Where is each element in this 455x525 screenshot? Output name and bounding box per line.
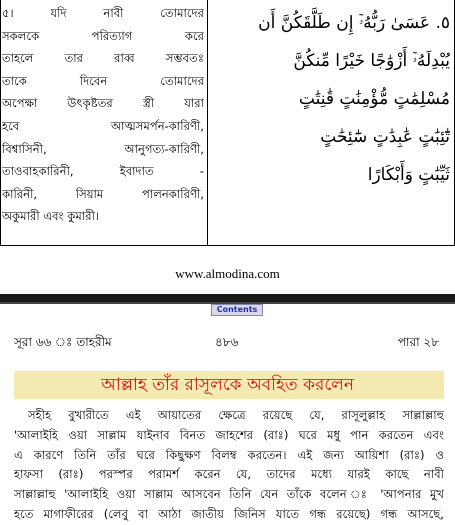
arabic-line: ثَيِّبَٰتٍ وَأَبْكَارًا	[367, 165, 450, 185]
bengali-line: সকলকে পরিত্যাগ করে	[2, 28, 204, 43]
arabic-verse	[214, 4, 450, 194]
paragraph-line: হাফসা (রাঃ) পরস্পর পরামর্শ করেন যে, তাদের মধ্যে যারই কাছে নাবী	[14, 467, 444, 482]
table-left-border	[0, 0, 1, 246]
arabic-line: يُبْدِلَهُۥٓ أَزْوَٰجًا خَيْرًا مِّنكُنَّ	[293, 51, 450, 71]
table-divider	[207, 0, 208, 246]
paragraph-line: সাল্লাল্লাহু 'আলাইহি ওয়া সাল্লাম আসবেন তিনি যেন তাঁকে বলেন ঃ 'আপনার মুখ	[14, 487, 444, 502]
bengali-line: বিশ্বাসিনী, আনুগত্য-কারিণী,	[2, 141, 204, 156]
bengali-translation	[2, 2, 204, 228]
bengali-line: অপেক্ষা উৎকৃষ্টতর স্ত্রী যারা	[2, 96, 204, 111]
header-para: পারা ২৮	[397, 335, 439, 349]
paragraph-line: হতে মাগাফীরের (লেবু বা আঠা জাতীয় জিনিস যাতে গন্ধ রয়েছে) গন্ধ আসছে,	[14, 506, 444, 521]
arabic-line: تَٰٓئِبَٰتٍ عَٰبِدَٰتٍ سَٰٓئِحَٰتٍ	[320, 127, 450, 147]
bengali-line: তাকে দিবেন তোমাদের	[2, 73, 204, 88]
arabic-line: ٥. عَسَىٰ رَبُّهُۥٓ إِن طَلَّقَكُنَّ أَن	[258, 13, 450, 33]
website-link[interactable]: www.almodina.com	[175, 266, 280, 281]
body-paragraph	[14, 406, 444, 525]
section-title: আল্লাহ তাঁর রাসূলকে অবহিত করলেন	[101, 375, 354, 395]
table-bottom-border	[0, 245, 455, 246]
paragraph-line: এ কারণে তিনি তাঁর ঘরে কিছুক্ষণ বিলম্ব করতেন। এই জন্য আয়িশা (রাঃ) ও	[14, 447, 444, 462]
header-page-number: ৪৮৬	[215, 335, 239, 349]
paragraph-line: 'আলাইহি ওয়া সাল্লাম যাইনাব বিনত জাহশের (রাঃ) ঘরে মধু পান করতেন এবং	[14, 427, 444, 442]
page-separator-band	[0, 294, 455, 302]
paragraph-line: সহীহ বুখারীতে এই আয়াতের ক্ষেত্রে রয়েছে যে, রাসূলুল্লাহ সাল্লাল্লাহু	[28, 408, 444, 422]
bengali-line: তাহলে তার রাব্ব সম্ভবতঃ	[2, 51, 204, 66]
bengali-line: অকুমারী এবং কুমারী।	[2, 209, 100, 224]
bengali-line: তাওবাহকারিনী, ইবাদাত -	[2, 164, 204, 179]
header-surah: সূরা ৬৬ ঃ তাহরীম	[14, 335, 112, 349]
verse-table	[0, 0, 455, 246]
arabic-line: مُسْلِمَٰتٍ مُّؤْمِنَٰتٍ قَٰنِتَٰتٍ	[298, 89, 450, 109]
contents-button[interactable]: Contents	[211, 304, 263, 316]
bengali-line: ৫। যদি নাবী তোমাদের	[2, 6, 204, 20]
bengali-line: কারিনী, সিয়াম পালনকারিণী,	[2, 186, 204, 201]
bengali-line: হবে আত্মসমর্পন-কারিণী,	[2, 118, 204, 133]
